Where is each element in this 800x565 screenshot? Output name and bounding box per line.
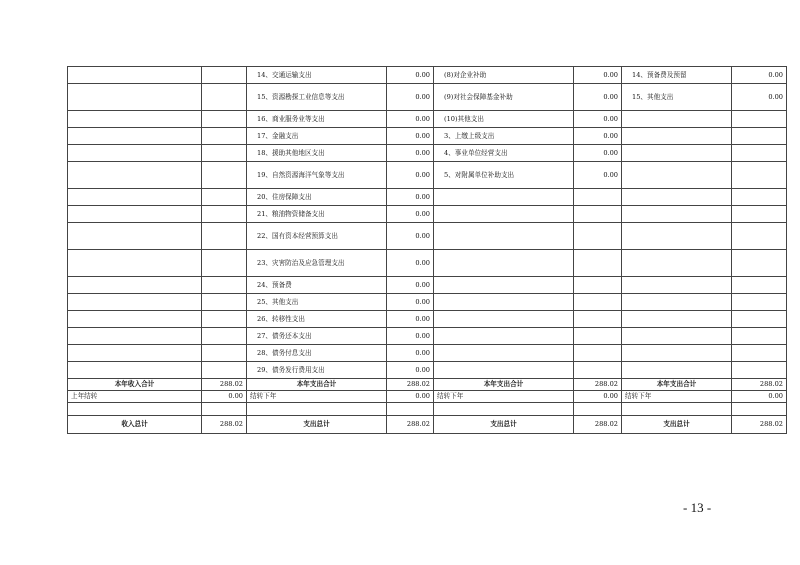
- table-row: [68, 311, 787, 328]
- expense-item-label: 21、粮油物资储备支出: [247, 206, 387, 223]
- economic-item-label: 4、事业单位经营支出: [434, 145, 574, 162]
- table-row: [68, 328, 787, 345]
- economic-item-label: 5、对附属单位补助支出: [434, 162, 574, 189]
- grand-income-label: 收入总计: [68, 416, 202, 434]
- economic-item-label: [434, 277, 574, 294]
- table-row: [68, 206, 787, 223]
- income-item-value: [202, 294, 247, 311]
- expense-item-label: 17、金融支出: [247, 128, 387, 145]
- income-item-value: [202, 311, 247, 328]
- other-item-label: [622, 128, 732, 145]
- table-row: [68, 111, 787, 128]
- prior-carryover-value: 0.00: [202, 391, 247, 403]
- income-item-value: [202, 223, 247, 250]
- other-item-value: 0.00: [732, 84, 787, 111]
- other-item-label: [622, 294, 732, 311]
- income-item-label: [68, 223, 202, 250]
- annual-expense-value-2: 288.02: [574, 379, 622, 391]
- income-item-label: [68, 84, 202, 111]
- expense-item-label: 23、灾害防治及应急管理支出: [247, 250, 387, 277]
- economic-item-value: [574, 277, 622, 294]
- income-item-label: [68, 145, 202, 162]
- table-row: [68, 223, 787, 250]
- income-item-value: [202, 67, 247, 84]
- income-item-value: [202, 250, 247, 277]
- income-item-value: [202, 128, 247, 145]
- other-item-label: [622, 250, 732, 277]
- annual-expense-label-3: 本年支出合计: [622, 379, 732, 391]
- grand-expense-label-2: 支出总计: [434, 416, 574, 434]
- economic-item-label: [434, 206, 574, 223]
- other-item-value: [732, 206, 787, 223]
- income-item-value: [202, 145, 247, 162]
- expense-item-label: 20、住房保障支出: [247, 189, 387, 206]
- expense-item-label: 25、其他支出: [247, 294, 387, 311]
- other-item-label: [622, 362, 732, 379]
- income-item-label: [68, 311, 202, 328]
- other-item-label: [622, 111, 732, 128]
- other-item-value: [732, 111, 787, 128]
- economic-item-value: [574, 362, 622, 379]
- income-item-value: [202, 328, 247, 345]
- table-row: [68, 345, 787, 362]
- empty-cell: [387, 403, 434, 416]
- annual-expense-value-1: 288.02: [387, 379, 434, 391]
- economic-item-label: [434, 311, 574, 328]
- other-item-label: [622, 162, 732, 189]
- other-item-value: [732, 223, 787, 250]
- budget-table: [67, 66, 787, 434]
- expense-item-value: 0.00: [387, 223, 434, 250]
- income-item-label: [68, 162, 202, 189]
- other-item-value: [732, 250, 787, 277]
- other-item-value: [732, 362, 787, 379]
- next-carryover-label-2: 结转下年: [434, 391, 574, 403]
- income-item-label: [68, 345, 202, 362]
- economic-item-label: [434, 294, 574, 311]
- income-item-label: [68, 111, 202, 128]
- other-item-value: [732, 277, 787, 294]
- next-carryover-value-1: 0.00: [387, 391, 434, 403]
- next-carryover-label-1: 结转下年: [247, 391, 387, 403]
- other-item-label: [622, 206, 732, 223]
- expense-item-label: 24、预备费: [247, 277, 387, 294]
- economic-item-value: 0.00: [574, 111, 622, 128]
- other-item-value: [732, 162, 787, 189]
- blank-row: [68, 403, 787, 416]
- economic-item-label: [434, 189, 574, 206]
- detail-rows: [68, 67, 787, 379]
- income-item-label: [68, 294, 202, 311]
- page-number: - 13 -: [683, 500, 712, 515]
- income-item-label: [68, 277, 202, 294]
- economic-item-value: [574, 250, 622, 277]
- economic-item-label: [434, 223, 574, 250]
- expense-item-value: 0.00: [387, 162, 434, 189]
- economic-item-label: [434, 345, 574, 362]
- other-item-label: [622, 311, 732, 328]
- other-item-label: [622, 328, 732, 345]
- income-item-label: [68, 206, 202, 223]
- other-item-label: [622, 277, 732, 294]
- expense-item-label: 14、交通运输支出: [247, 67, 387, 84]
- table-row: [68, 189, 787, 206]
- other-item-value: [732, 128, 787, 145]
- empty-cell: [202, 403, 247, 416]
- other-item-label: [622, 345, 732, 362]
- annual-income-label: 本年收入合计: [68, 379, 202, 391]
- income-item-value: [202, 206, 247, 223]
- income-item-value: [202, 277, 247, 294]
- economic-item-value: 0.00: [574, 145, 622, 162]
- economic-item-value: [574, 328, 622, 345]
- empty-cell: [574, 403, 622, 416]
- annual-expense-label-1: 本年支出合计: [247, 379, 387, 391]
- other-item-value: [732, 345, 787, 362]
- expense-item-value: 0.00: [387, 362, 434, 379]
- table-row: [68, 277, 787, 294]
- other-item-label: [622, 223, 732, 250]
- prior-carryover-label: 上年结转: [68, 391, 202, 403]
- table-row: [68, 84, 787, 111]
- income-item-value: [202, 84, 247, 111]
- economic-item-label: [434, 328, 574, 345]
- expense-item-value: 0.00: [387, 84, 434, 111]
- other-item-label: [622, 189, 732, 206]
- grand-income-value: 288.02: [202, 416, 247, 434]
- expense-item-label: 29、债务发行费用支出: [247, 362, 387, 379]
- annual-expense-value-3: 288.02: [732, 379, 787, 391]
- income-item-label: [68, 250, 202, 277]
- income-item-value: [202, 362, 247, 379]
- table-row: [68, 145, 787, 162]
- empty-cell: [622, 403, 732, 416]
- empty-cell: [247, 403, 387, 416]
- other-item-value: [732, 189, 787, 206]
- other-item-value: [732, 294, 787, 311]
- grand-expense-value-2: 288.02: [574, 416, 622, 434]
- expense-item-value: 0.00: [387, 250, 434, 277]
- table-row: [68, 362, 787, 379]
- economic-item-value: 0.00: [574, 84, 622, 111]
- other-item-value: [732, 311, 787, 328]
- grand-expense-value-3: 288.02: [732, 416, 787, 434]
- empty-cell: [732, 403, 787, 416]
- expense-item-label: 22、国有资本经营预算支出: [247, 223, 387, 250]
- expense-item-label: 18、援助其他地区支出: [247, 145, 387, 162]
- next-carryover-value-3: 0.00: [732, 391, 787, 403]
- annual-income-value: 288.02: [202, 379, 247, 391]
- empty-cell: [68, 403, 202, 416]
- annual-total-row: [68, 379, 787, 391]
- other-item-value: [732, 145, 787, 162]
- expense-item-value: 0.00: [387, 294, 434, 311]
- economic-item-label: [434, 250, 574, 277]
- table-row: [68, 250, 787, 277]
- expense-item-label: 15、资源勘探工业信息等支出: [247, 84, 387, 111]
- other-item-value: [732, 328, 787, 345]
- annual-expense-label-2: 本年支出合计: [434, 379, 574, 391]
- expense-item-value: 0.00: [387, 311, 434, 328]
- economic-item-value: [574, 311, 622, 328]
- table-row: [68, 162, 787, 189]
- expense-item-label: 19、自然资源海洋气象等支出: [247, 162, 387, 189]
- grand-expense-label-1: 支出总计: [247, 416, 387, 434]
- empty-cell: [434, 403, 574, 416]
- other-item-label: 14、预备费及预留: [622, 67, 732, 84]
- expense-item-value: 0.00: [387, 145, 434, 162]
- carryover-row: [68, 391, 787, 403]
- income-item-value: [202, 162, 247, 189]
- income-item-value: [202, 111, 247, 128]
- expense-item-value: 0.00: [387, 206, 434, 223]
- income-item-value: [202, 189, 247, 206]
- economic-item-label: (10)其他支出: [434, 111, 574, 128]
- economic-item-value: [574, 223, 622, 250]
- expense-item-value: 0.00: [387, 189, 434, 206]
- economic-item-value: 0.00: [574, 162, 622, 189]
- next-carryover-label-3: 结转下年: [622, 391, 732, 403]
- expense-item-label: 26、转移性支出: [247, 311, 387, 328]
- economic-item-value: 0.00: [574, 128, 622, 145]
- expense-item-label: 16、商业服务业等支出: [247, 111, 387, 128]
- table-row: [68, 67, 787, 84]
- grand-expense-label-3: 支出总计: [622, 416, 732, 434]
- expense-item-label: 27、债务还本支出: [247, 328, 387, 345]
- economic-item-label: 3、上缴上级支出: [434, 128, 574, 145]
- table-row: [68, 128, 787, 145]
- income-item-value: [202, 345, 247, 362]
- other-item-label: [622, 145, 732, 162]
- expense-item-label: 28、债务付息支出: [247, 345, 387, 362]
- income-item-label: [68, 189, 202, 206]
- economic-item-value: 0.00: [574, 67, 622, 84]
- other-item-value: 0.00: [732, 67, 787, 84]
- income-item-label: [68, 128, 202, 145]
- other-item-label: 15、其他支出: [622, 84, 732, 111]
- economic-item-label: (8)对企业补助: [434, 67, 574, 84]
- expense-item-value: 0.00: [387, 111, 434, 128]
- income-item-label: [68, 67, 202, 84]
- expense-item-value: 0.00: [387, 277, 434, 294]
- economic-item-value: [574, 206, 622, 223]
- economic-item-value: [574, 294, 622, 311]
- table-row: [68, 294, 787, 311]
- economic-item-value: [574, 189, 622, 206]
- grand-expense-value-1: 288.02: [387, 416, 434, 434]
- grand-total-row: [68, 416, 787, 434]
- expense-item-value: 0.00: [387, 67, 434, 84]
- next-carryover-value-2: 0.00: [574, 391, 622, 403]
- expense-item-value: 0.00: [387, 128, 434, 145]
- economic-item-label: (9)对社会保障基金补助: [434, 84, 574, 111]
- income-item-label: [68, 362, 202, 379]
- expense-item-value: 0.00: [387, 345, 434, 362]
- income-item-label: [68, 328, 202, 345]
- expense-item-value: 0.00: [387, 328, 434, 345]
- summary-rows: [68, 379, 787, 434]
- economic-item-label: [434, 362, 574, 379]
- economic-item-value: [574, 345, 622, 362]
